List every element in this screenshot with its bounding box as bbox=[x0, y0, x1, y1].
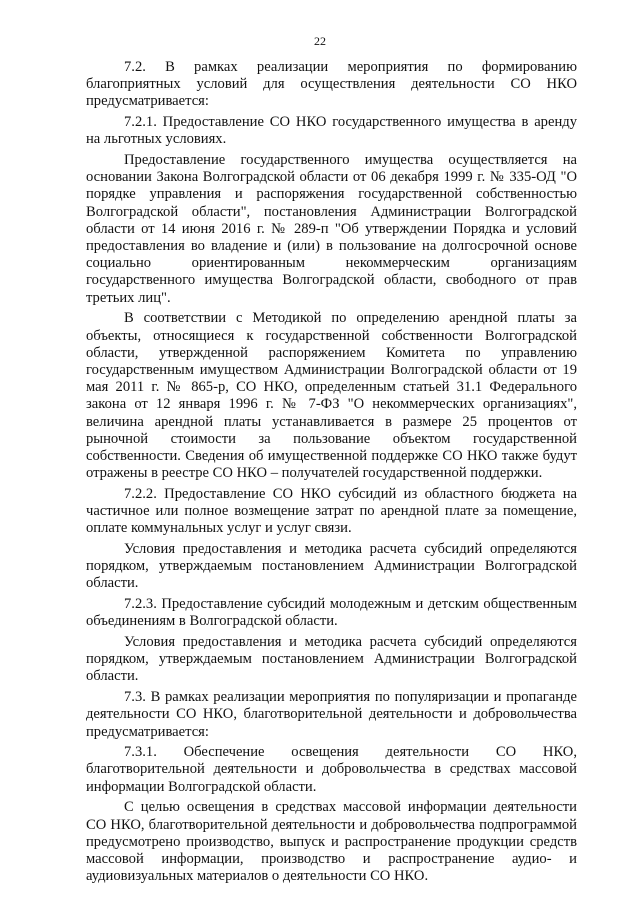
paragraph-7-2: 7.2. В рамках реализации мероприятия по формированию благоприятных условий для осуществления деятельности СО НКО предусматривается: bbox=[86, 59, 577, 110]
paragraph-7-3-1: 7.3.1. Обеспечение освещения деятельности СО НКО, благотворительной деятельности и добровольчества в средствах массовой информации Волгоградской области. bbox=[86, 744, 577, 795]
paragraph-7-2-1: 7.2.1. Предоставление СО НКО государственного имущества в аренду на льготных условиях. bbox=[86, 114, 577, 148]
paragraph-7-2-3: 7.2.3. Предоставление субсидий молодежным и детским общественным объединениям в Волгоградской области. bbox=[86, 596, 577, 630]
document-body bbox=[86, 59, 577, 889]
paragraph-rent-methodology: В соответствии с Методикой по определению арендной платы за объекты, относящиеся к государственной собственности Волгоградской области, утвержденной распоряжением Комитета по управлению государственным имуществом Администрации Волгоградской области от 19 мая 2011 г. № 865-р, СО НКО, определенным статьей 31.1 Федерального закона от 12 января 1996 г. № 7-ФЗ "О некоммерческих организациях", величина арендной платы устанавливается в размере 25 процентов от рыночной стоимости за пользование объектом государственной собственности. Сведения об имущественной поддержке СО НКО также будут отражены в реестре СО НКО – получателей государственной поддержки. bbox=[86, 310, 577, 482]
paragraph-property-law: Предоставление государственного имущества осуществляется на основании Закона Волгоградской области от 06 декабря 1999 г. № 335-ОД "О порядке управления и распоряжения государственной собственностью Волгоградской области", постановления Администрации Волгоградской области от 14 июня 2016 г. № 289-п "Об утверждении Порядка и условий предоставления во владение и (или) в пользование на долгосрочной основе социально ориентированным некоммерческим организациям государственного имущества Волгоградской области, свободного от прав третьих лиц". bbox=[86, 152, 577, 306]
paragraph-subsidy-conditions-1: Условия предоставления и методика расчета субсидий определяются порядком, утверждаемым постановлением Администрации Волгоградской области. bbox=[86, 540, 577, 592]
paragraph-subsidy-conditions-2: Условия предоставления и методика расчета субсидий определяются порядком, утверждаемым постановлением Администрации Волгоградской области. bbox=[86, 634, 577, 685]
page-number: 22 bbox=[314, 34, 326, 48]
paragraph-7-3: 7.3. В рамках реализации мероприятия по популяризации и пропаганде деятельности СО НКО, благотворительной деятельности и добровольчества предусматривается: bbox=[86, 689, 577, 740]
paragraph-media-coverage: С целью освещения в средствах массовой информации деятельности СО НКО, благотворительной деятельности и добровольчества подпрограммой предусмотрено производство, выпуск и распространение продукции средств массовой информации, производство и распространение аудио- и аудиовизуальных материалов о деятельности СО НКО. bbox=[86, 799, 577, 885]
paragraph-7-2-2: 7.2.2. Предоставление СО НКО субсидий из областного бюджета на частичное или полное возмещение затрат по арендной плате за помещение, оплате коммунальных услуг и услуг связи. bbox=[86, 485, 577, 537]
